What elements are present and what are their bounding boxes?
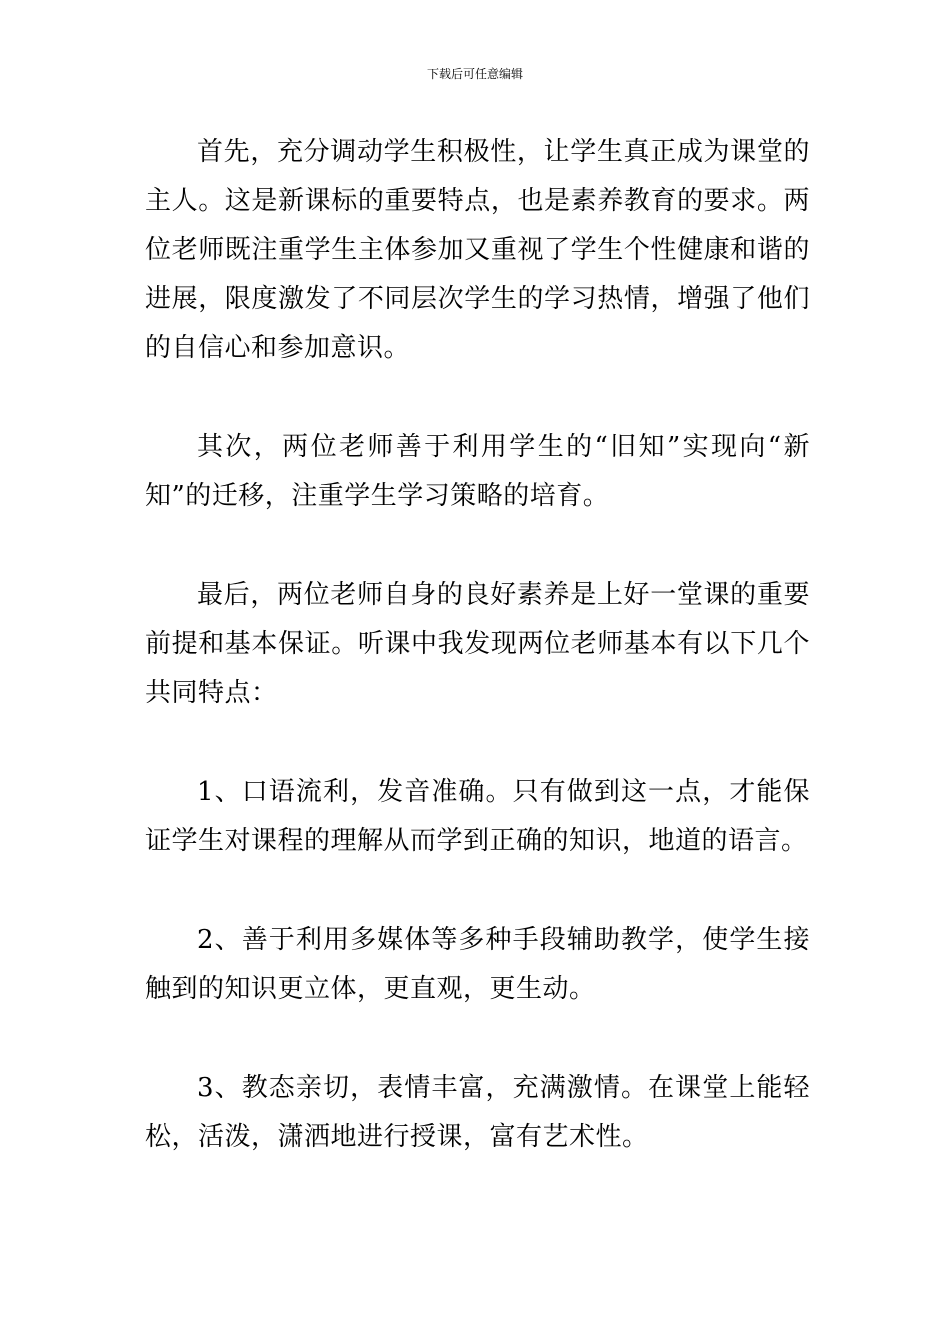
paragraph-3: 最后，两位老师自身的良好素养是上好一堂课的重要前提和基本保证。听课中我发现两位老师基本有以下几个共同特点： bbox=[145, 580, 810, 708]
page-header: 下载后可任意编辑 bbox=[426, 67, 523, 81]
paragraph-6: 3、教态亲切，表情丰富，充满激情。在课堂上能轻松，活泼，潇洒地进行授课，富有艺术性。 bbox=[145, 1073, 810, 1152]
paragraph-5: 2、善于利用多媒体等多种手段辅助教学，使学生接触到的知识更立体，更直观，更生动。 bbox=[145, 925, 810, 1004]
paragraph-2: 其次，两位老师善于利用学生的“旧知”实现向“新知”的迁移，注重学生学习策略的培育。 bbox=[145, 432, 810, 511]
document-body bbox=[145, 128, 810, 1212]
paragraph-1: 首先，充分调动学生积极性，让学生真正成为课堂的主人。这是新课标的重要特点，也是素养教育的要求。两位老师既注重学生主体参加又重视了学生个性健康和谐的进展，限度激发了不同层次学生的学习热情，增强了他们的自信心和参加意识。 bbox=[145, 137, 810, 363]
paragraph-4: 1、口语流利，发音准确。只有做到这一点，才能保证学生对课程的理解从而学到正确的知识，地道的语言。 bbox=[145, 777, 810, 856]
